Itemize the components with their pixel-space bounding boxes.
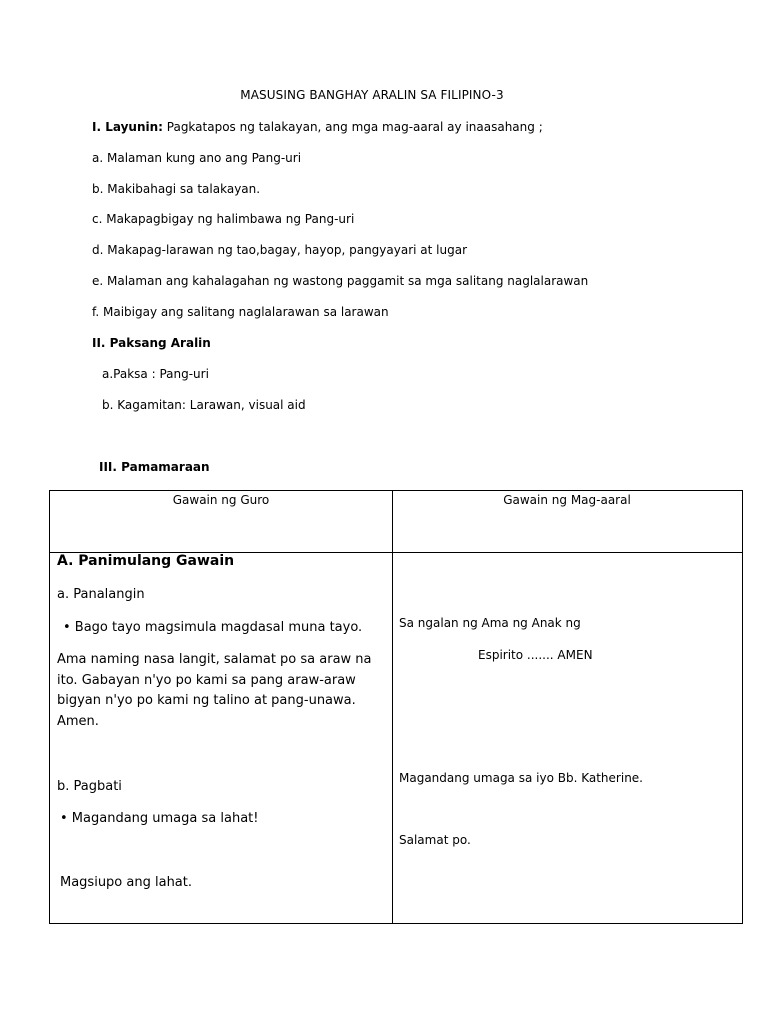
objective-c: c. Makapagbigay ng halimbawa ng Pang-uri (92, 212, 355, 226)
layunin-line (92, 120, 543, 134)
objective-f: f. Maibigay ang salitang naglalarawan sa larawan (92, 305, 389, 319)
paksa-line: a.Paksa : Pang-uri (102, 367, 209, 381)
pamamaraan-heading: III. Pamamaraan (99, 460, 210, 474)
table-column-divider (392, 491, 393, 923)
objective-a: a. Malaman kung ano ang Pang-uri (92, 151, 302, 165)
bati-bullet: • Magandang umaga sa lahat! (60, 811, 259, 826)
student-magandang-umaga: Magandang umaga sa iyo Bb. Katherine. (399, 771, 643, 785)
paksang-aralin-heading: II. Paksang Aralin (92, 336, 211, 350)
student-salamat: Salamat po. (399, 833, 471, 847)
panimulang-gawain-heading: A. Panimulang Gawain (57, 553, 235, 569)
lesson-table (49, 490, 743, 924)
dasal-bullet: • Bago tayo magsimula magdasal muna tayo. (63, 620, 363, 635)
panalangin-label: a. Panalangin (57, 587, 145, 602)
student-espirito: Espirito ....... AMEN (478, 648, 593, 662)
objective-e: e. Malaman ang kahalagahan ng wastong paggamit sa mga salitang naglalarawan (92, 274, 589, 288)
student-sa-ngalan: Sa ngalan ng Ama ng Anak ng (399, 616, 581, 630)
dasal-paragraph: Ama naming nasa langit, salamat po sa araw na ito. Gabayan n'yo po kami sa pang araw-araw bigyan n'yo po kami ng talino at pang-unawa. Amen. (57, 652, 372, 729)
objective-d: d. Makapag-larawan ng tao,bagay, hayop, pangyayari at lugar (92, 243, 467, 257)
header-gawain-magaaral: Gawain ng Mag-aaral (503, 493, 631, 507)
layunin-label: I. Layunin: (92, 120, 163, 134)
document-title: MASUSING BANGHAY ARALIN SA FILIPINO-3 (240, 88, 504, 102)
layunin-text: Pagkatapos ng talakayan, ang mga mag-aaral ay inaasahang ; (162, 120, 543, 134)
pagbati-label: b. Pagbati (57, 779, 122, 794)
objective-b: b. Makibahagi sa talakayan. (92, 182, 261, 196)
header-gawain-guro: Gawain ng Guro (172, 493, 270, 507)
kagamitan-line: b. Kagamitan: Larawan, visual aid (102, 398, 306, 412)
magsiupo-line: Magsiupo ang lahat. (60, 875, 192, 890)
